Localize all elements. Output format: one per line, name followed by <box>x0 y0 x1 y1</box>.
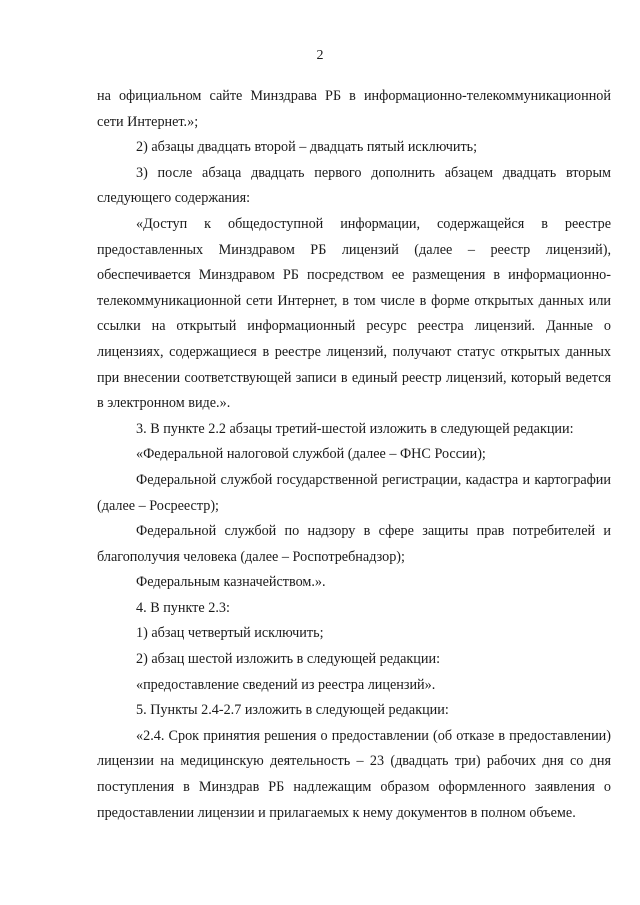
paragraph: «Федеральной налоговой службой (далее – ФНС России); <box>136 446 486 463</box>
paragraph: 2) абзац шестой изложить в следующей редакции: <box>136 651 441 668</box>
paragraph: Федеральной службой по надзору в сфере защиты прав потребителей и благополучия человека (далее – Роспотребнадзор); <box>97 523 611 565</box>
paragraph: 5. Пункты 2.4-2.7 изложить в следующей редакции: <box>136 702 449 719</box>
document-body <box>97 84 611 826</box>
paragraph: 3. В пункте 2.2 абзацы третий-шестой изложить в следующей редакции: <box>136 420 574 437</box>
page-number: 2 <box>316 48 324 63</box>
paragraph: на официальном сайте Минздрава РБ в информационно-телекоммуникационной сети Интернет.»; <box>97 88 611 130</box>
paragraph: «2.4. Срок принятия решения о предоставлении (об отказе в предоставлении) лицензии на медицинскую деятельность – 23 (двадцать три) рабочих дня со дня поступления в Минздрав РБ надлежащим образом оформленного заявления о предоставлении лицензии и прилагаемых к нему документов в полном объеме. <box>97 727 611 821</box>
paragraph: 1) абзац четвертый исключить; <box>136 625 324 642</box>
paragraph: «предоставление сведений из реестра лицензий». <box>136 676 436 693</box>
paragraph: Федеральной службой государственной регистрации, кадастра и картографии (далее – Росреестр); <box>97 471 611 514</box>
paragraph: «Доступ к общедоступной информации, содержащейся в реестре предоставленных Минздравом РБ лицензий (далее – реестр лицензий), обеспечивается Минздравом РБ посредством ее размещения в информационно-телекоммуникационной сети Интернет, в том числе в форме открытых данных или ссылки на открытый информационный ресурс реестра лицензий. Данные о лицензиях, содержащиеся в реестре лицензий, получают статус открытых данных при внесении соответствующей записи в единый реестр лицензий, который ведется в электронном виде.». <box>97 215 611 412</box>
paragraph: 2) абзацы двадцать второй – двадцать пятый исключить; <box>136 139 478 156</box>
paragraph: Федеральным казначейством.». <box>136 574 326 591</box>
paragraph: 3) после абзаца двадцать первого дополнить абзацем двадцать вторым следующего содержания: <box>97 164 611 207</box>
paragraph: 4. В пункте 2.3: <box>136 599 230 616</box>
